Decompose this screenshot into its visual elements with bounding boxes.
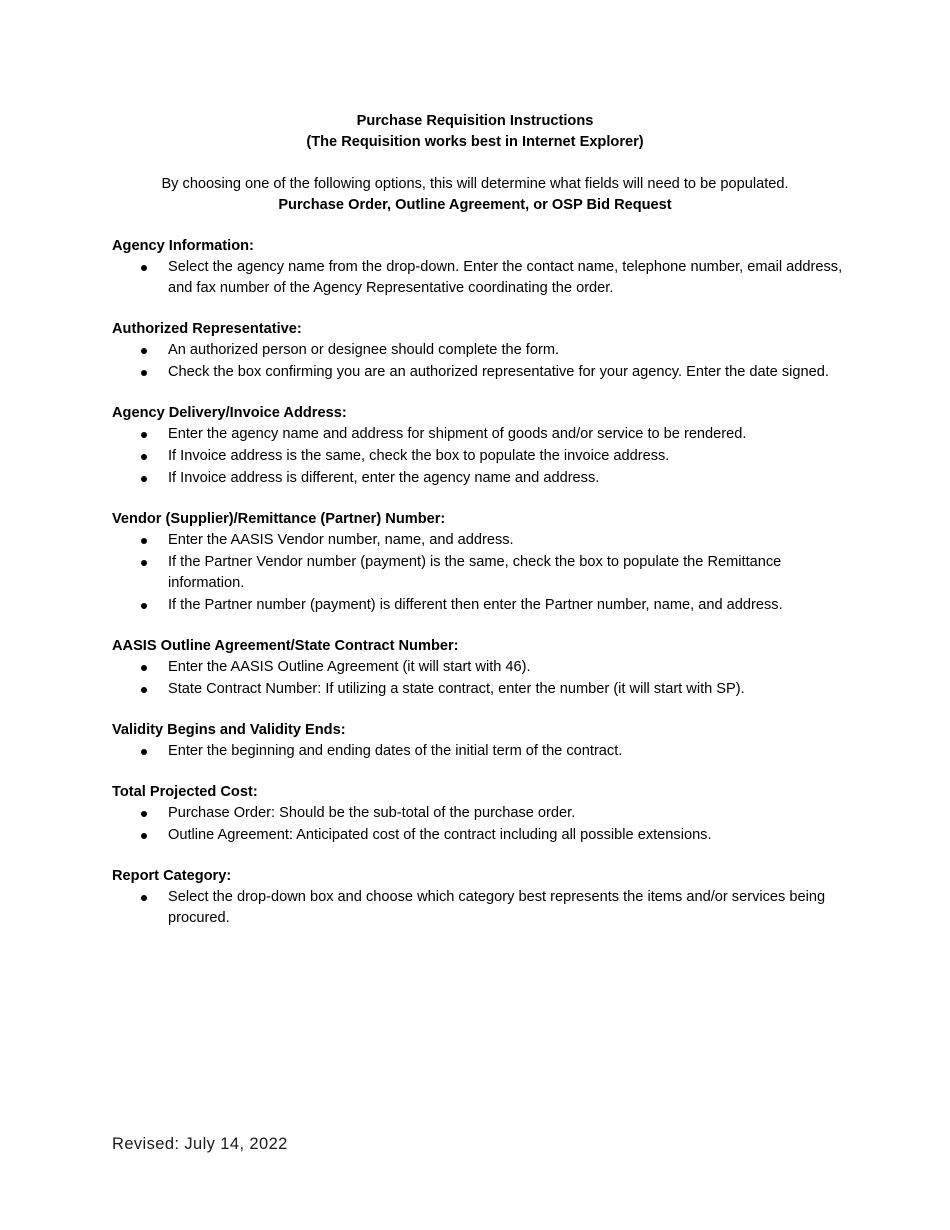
bullet-item: Select the drop-down box and choose which category best represents the items and/or services being procured. xyxy=(112,887,852,929)
section xyxy=(112,236,852,299)
bullet-list xyxy=(112,340,852,383)
bullet-item: Outline Agreement: Anticipated cost of the contract including all possible extensions. xyxy=(112,825,852,846)
bullet-list xyxy=(112,741,852,762)
section-heading: Authorized Representative: xyxy=(112,321,302,337)
bullet-item: Enter the AASIS Outline Agreement (it will start with 46). xyxy=(112,657,852,678)
section xyxy=(112,403,852,489)
section-heading: Agency Delivery/Invoice Address: xyxy=(112,405,347,421)
section xyxy=(112,509,852,616)
section-heading: Validity Begins and Validity Ends: xyxy=(112,722,346,738)
section-heading: AASIS Outline Agreement/State Contract Number: xyxy=(112,638,459,654)
intro-options: Purchase Order, Outline Agreement, or OSP Bid Request xyxy=(278,197,672,213)
bullet-item: State Contract Number: If utilizing a state contract, enter the number (it will start with SP). xyxy=(112,679,852,700)
page-title: Purchase Requisition Instructions xyxy=(356,113,594,129)
bullet-item: Check the box confirming you are an authorized representative for your agency. Enter the date signed. xyxy=(112,362,852,383)
bullet-list xyxy=(112,530,852,616)
browser-note: (The Requisition works best in Internet Explorer) xyxy=(306,134,644,150)
bullet-list xyxy=(112,803,852,846)
bullet-item: Enter the AASIS Vendor number, name, and address. xyxy=(112,530,852,551)
section-heading: Agency Information: xyxy=(112,238,254,254)
revised-date: Revised: July 14, 2022 xyxy=(112,1135,288,1153)
bullet-item: If Invoice address is different, enter the agency name and address. xyxy=(112,468,852,489)
section xyxy=(112,866,852,929)
bullet-list xyxy=(112,657,852,700)
section-heading: Vendor (Supplier)/Remittance (Partner) Number: xyxy=(112,511,446,527)
bullet-item: Purchase Order: Should be the sub-total of the purchase order. xyxy=(112,803,852,824)
bullet-item: Enter the beginning and ending dates of the initial term of the contract. xyxy=(112,741,852,762)
section xyxy=(112,720,852,762)
section-heading: Report Category: xyxy=(112,868,232,884)
bullet-item: Select the agency name from the drop-down. Enter the contact name, telephone number, email address, and fax number of the Agency Representative coordinating the order. xyxy=(112,257,852,299)
bullet-item: Enter the agency name and address for shipment of goods and/or service to be rendered. xyxy=(112,424,852,445)
intro-text: By choosing one of the following options, this will determine what fields will need to be populated. xyxy=(161,176,789,192)
instruction-sections xyxy=(112,236,852,949)
section xyxy=(112,319,852,383)
section xyxy=(112,782,852,846)
bullet-list xyxy=(112,887,852,929)
section xyxy=(112,636,852,700)
bullet-item: If Invoice address is the same, check the box to populate the invoice address. xyxy=(112,446,852,467)
bullet-item: An authorized person or designee should complete the form. xyxy=(112,340,852,361)
bullet-list xyxy=(112,257,852,299)
bullet-item: If the Partner Vendor number (payment) is the same, check the box to populate the Remittance information. xyxy=(112,552,852,594)
bullet-list xyxy=(112,424,852,489)
bullet-item: If the Partner number (payment) is different then enter the Partner number, name, and address. xyxy=(112,595,852,616)
section-heading: Total Projected Cost: xyxy=(112,784,258,800)
